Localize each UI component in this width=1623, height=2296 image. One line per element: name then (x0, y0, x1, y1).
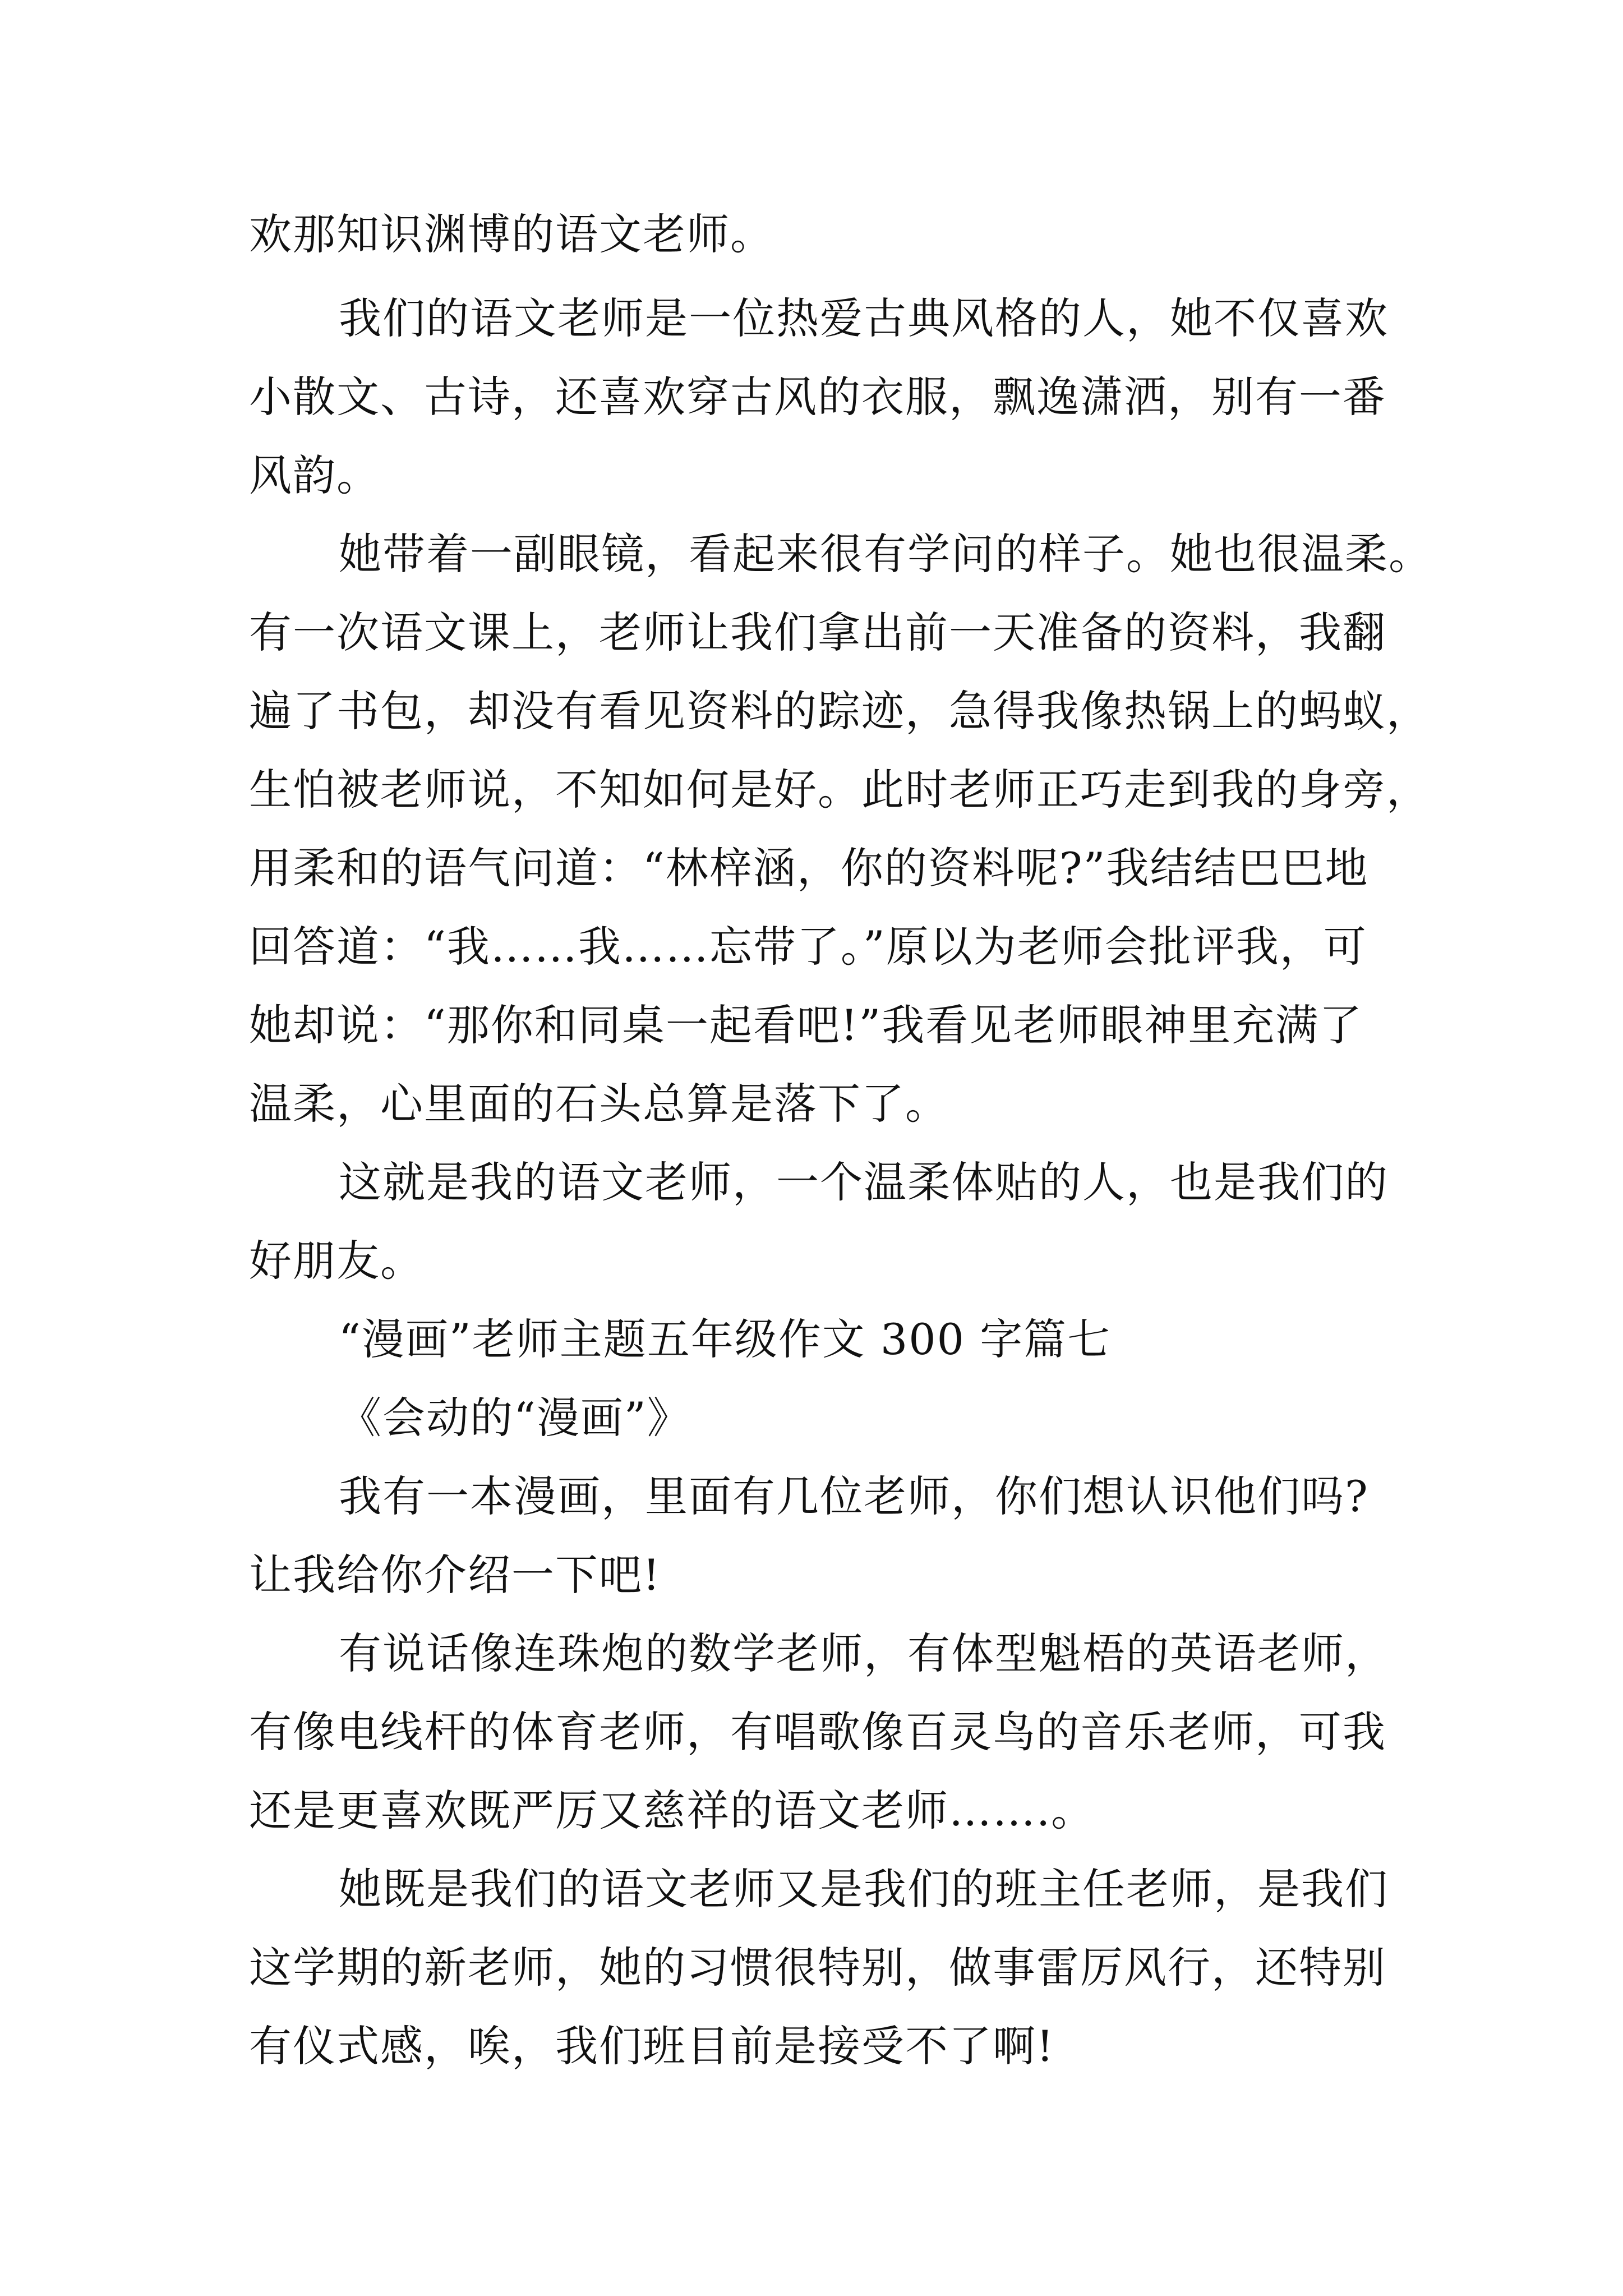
text-line: 欢那知识渊博的语文老师。 (249, 209, 774, 259)
text-line: 还是更喜欢既严厉又慈祥的语文老师…….。 (249, 1786, 1095, 1835)
text-line: 温柔，心里面的石头总算是落下了。 (249, 1079, 949, 1129)
text-line: 有像电线杆的体育老师，有唱歌像百灵鸟的音乐老师，可我 (249, 1707, 1386, 1757)
text-line: 有一次语文课上，老师让我们拿出前一天准备的资料，我翻 (249, 608, 1386, 657)
paragraph-first-line: 有说话像连珠炮的数学老师，有体型魁梧的英语老师， (339, 1628, 1389, 1678)
text-line: 她却说：“那你和同桌一起看吧!”我看见老师眼神里充满了 (249, 1000, 1363, 1050)
essay-title: 《会动的“漫画”》 (339, 1393, 691, 1443)
text-line: 风韵。 (249, 450, 380, 500)
paragraph-first-line: 她带着一副眼镜，看起来很有学问的样子。她也很温柔。 (339, 529, 1432, 579)
paragraph-first-line: 这就是我的语文老师，一个温柔体贴的人，也是我们的 (339, 1157, 1389, 1207)
text-line: 有仪式感，唉，我们班目前是接受不了啊! (249, 2021, 1055, 2071)
text-line: 让我给你介绍一下吧! (249, 1550, 661, 1600)
text-line: 小散文、古诗，还喜欢穿古风的衣服，飘逸潇洒，别有一番 (249, 372, 1386, 422)
text-line: 遍了书包，却没有看见资料的踪迹，急得我像热锅上的蚂蚁， (249, 686, 1430, 736)
paragraph-first-line: 我有一本漫画，里面有几位老师，你们想认识他们吗? (339, 1471, 1369, 1521)
text-line: 这学期的新老师，她的习惯很特别，做事雷厉风行，还特别 (249, 1943, 1386, 1993)
text-line: 生怕被老师说，不知如何是好。此时老师正巧走到我的身旁， (249, 765, 1430, 815)
section-heading: “漫画”老师主题五年级作文 300 字篇七 (339, 1314, 1112, 1364)
paragraph-first-line: 她既是我们的语文老师又是我们的班主任老师，是我们 (339, 1864, 1389, 1914)
text-line: 回答道：“我……我……忘带了。”原以为老师会批评我，可 (249, 922, 1367, 972)
paragraph-first-line: 我们的语文老师是一位热爱古典风格的人，她不仅喜欢 (339, 293, 1389, 343)
text-line: 好朋友。 (249, 1236, 424, 1286)
text-line: 用柔和的语气问道：“林梓涵，你的资料呢?”我结结巴巴地 (249, 843, 1369, 893)
